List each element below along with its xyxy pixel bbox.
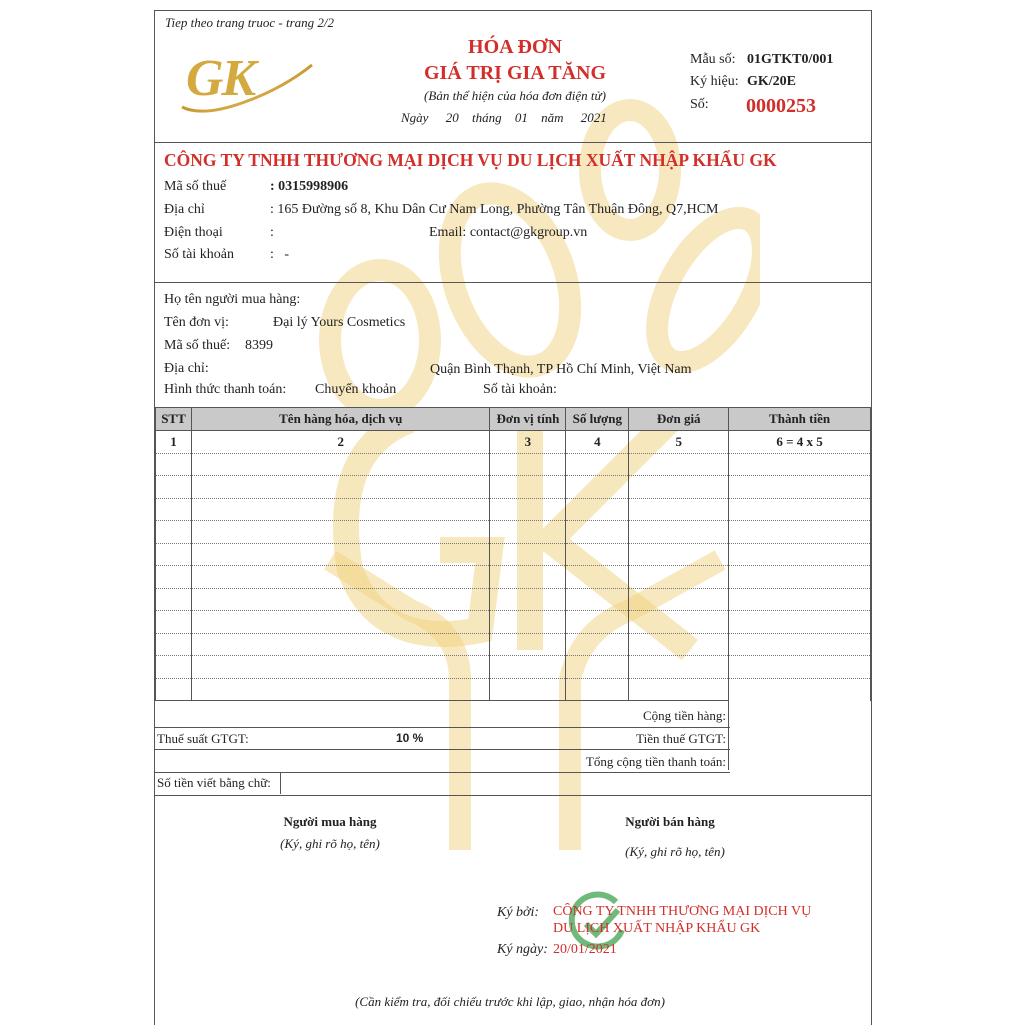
logo-text: GK xyxy=(186,50,255,107)
in-words-divider xyxy=(280,772,281,794)
table-row xyxy=(156,476,871,499)
index-cell: 3 xyxy=(490,431,566,454)
seller-address-label: Địa chỉ xyxy=(164,202,205,217)
form-value: 01GTKT0/001 xyxy=(747,52,834,67)
signed-by-label: Ký bởi: xyxy=(497,905,540,920)
signed-by-line2: DU LỊCH XUẤT NHẬP KHẨU GK xyxy=(553,921,761,936)
table-row xyxy=(156,588,871,611)
company-logo xyxy=(172,45,322,125)
seller-email: Email: contact@gkgroup.vn xyxy=(429,225,588,240)
date-year: 2021 xyxy=(580,110,607,125)
date-year-label: năm xyxy=(541,110,564,125)
form-label: Mẫu số: xyxy=(690,52,736,67)
seller-sign-title: Người bán hàng xyxy=(625,814,715,829)
date-prefix: Ngày xyxy=(401,110,429,125)
table-index-row xyxy=(156,431,871,454)
table-row xyxy=(156,656,871,679)
col-header-item: Tên hàng hóa, dịch vụ xyxy=(191,408,490,431)
in-words-label: Số tiền viết bằng chữ: xyxy=(157,775,271,790)
col-header-amount: Thành tiền xyxy=(729,408,871,431)
continued-note: Tiep theo trang truoc - trang 2/2 xyxy=(165,15,334,30)
seller-address-value: : 165 Đường số 8, Khu Dân Cư Nam Long, Phường Tân Thuận Đông, Q7,HCM xyxy=(270,202,719,217)
invoice-title: HÓA ĐƠN xyxy=(468,36,562,58)
divider-vat xyxy=(155,749,730,750)
signed-date-label: Ký ngày: xyxy=(497,942,548,957)
signed-date-value: 20/01/2021 xyxy=(553,942,617,957)
table-row xyxy=(156,498,871,521)
index-cell: 6 = 4 x 5 xyxy=(729,431,871,454)
items-table xyxy=(155,407,871,701)
buyer-sign-title: Người mua hàng xyxy=(283,814,377,829)
symbol-label: Ký hiệu: xyxy=(690,74,739,89)
buyer-address-label: Địa chỉ: xyxy=(164,361,209,376)
index-cell: 5 xyxy=(629,431,729,454)
divider-seller xyxy=(155,282,871,283)
seller-phone-label: Điện thoại xyxy=(164,225,223,240)
seller-name: CÔNG TY TNHH THƯƠNG MẠI DỊCH VỤ DU LỊCH XUẤT NHẬP KHẨU GK xyxy=(164,150,777,170)
col-header-price: Đơn giá xyxy=(629,408,729,431)
table-row xyxy=(156,633,871,656)
buyer-unit-label: Tên đơn vị: xyxy=(164,315,229,330)
table-row xyxy=(156,611,871,634)
col-header-stt: STT xyxy=(156,408,192,431)
payment-label: Hình thức thanh toán: xyxy=(164,382,287,397)
table-row xyxy=(156,566,871,589)
table-row xyxy=(156,678,871,701)
invoice-subtitle: GIÁ TRỊ GIA TĂNG xyxy=(423,62,607,84)
buyer-account-label: Số tài khoản: xyxy=(483,382,557,397)
buyer-unit-value: Đại lý Yours Cosmetics xyxy=(273,315,406,330)
buyer-address-value: Quận Bình Thạnh, TP Hồ Chí Minh, Việt Nam xyxy=(430,362,692,377)
divider-total xyxy=(155,772,730,773)
grand-total-label: Tổng cộng tiền thanh toán: xyxy=(585,754,726,769)
date-month: 01 xyxy=(514,110,528,125)
date-month-label: tháng xyxy=(471,110,502,125)
table-row xyxy=(156,521,871,544)
number-label: Số: xyxy=(690,97,709,112)
payment-value: Chuyển khoản xyxy=(315,382,397,397)
signed-by-line1: CÔNG TY TNHH THƯƠNG MẠI DỊCH VỤ xyxy=(553,904,812,919)
seller-account-value: : - xyxy=(270,247,290,262)
subtotal-label: Cộng tiền hàng: xyxy=(642,708,726,723)
index-cell: 2 xyxy=(191,431,490,454)
seller-account-label: Số tài khoản xyxy=(164,247,234,262)
seller-sign-note: (Ký, ghi rõ họ, tên) xyxy=(625,844,725,859)
divider-subtotal xyxy=(155,727,730,728)
table-row xyxy=(156,543,871,566)
col-header-qty: Số lượng xyxy=(566,408,629,431)
buyer-tax-label: Mã số thuế: xyxy=(164,338,231,353)
seller-tax-value: : 0315998906 xyxy=(270,179,349,194)
footer-note: (Cần kiểm tra, đối chiếu trước khi lập, giao, nhận hóa đơn) xyxy=(355,994,665,1009)
vat-rate-label: Thuế suất GTGT: xyxy=(157,731,249,746)
buyer-name-label: Họ tên người mua hàng: xyxy=(164,292,301,307)
col-header-unit: Đơn vị tính xyxy=(490,408,566,431)
totals-column-line xyxy=(728,700,729,770)
buyer-tax-value: 8399 xyxy=(245,338,273,353)
symbol-value: GK/20E xyxy=(747,74,797,89)
vat-rate-value: 10 % xyxy=(396,731,424,745)
seller-phone-value: : xyxy=(270,225,274,240)
table-row xyxy=(156,453,871,476)
invoice-date xyxy=(401,110,641,126)
divider-header xyxy=(155,142,871,143)
index-cell: 4 xyxy=(566,431,629,454)
electronic-note: (Bản thể hiện của hóa đơn điện tử) xyxy=(424,88,606,103)
buyer-sign-note: (Ký, ghi rõ họ, tên) xyxy=(280,836,380,851)
seller-tax-label: Mã số thuế xyxy=(164,179,227,194)
table-header-row xyxy=(156,408,871,431)
vat-amount-label: Tiền thuế GTGT: xyxy=(636,731,726,746)
index-cell: 1 xyxy=(156,431,192,454)
date-day: 20 xyxy=(445,110,459,125)
divider-words xyxy=(155,795,871,796)
invoice-number: 0000253 xyxy=(746,95,816,117)
